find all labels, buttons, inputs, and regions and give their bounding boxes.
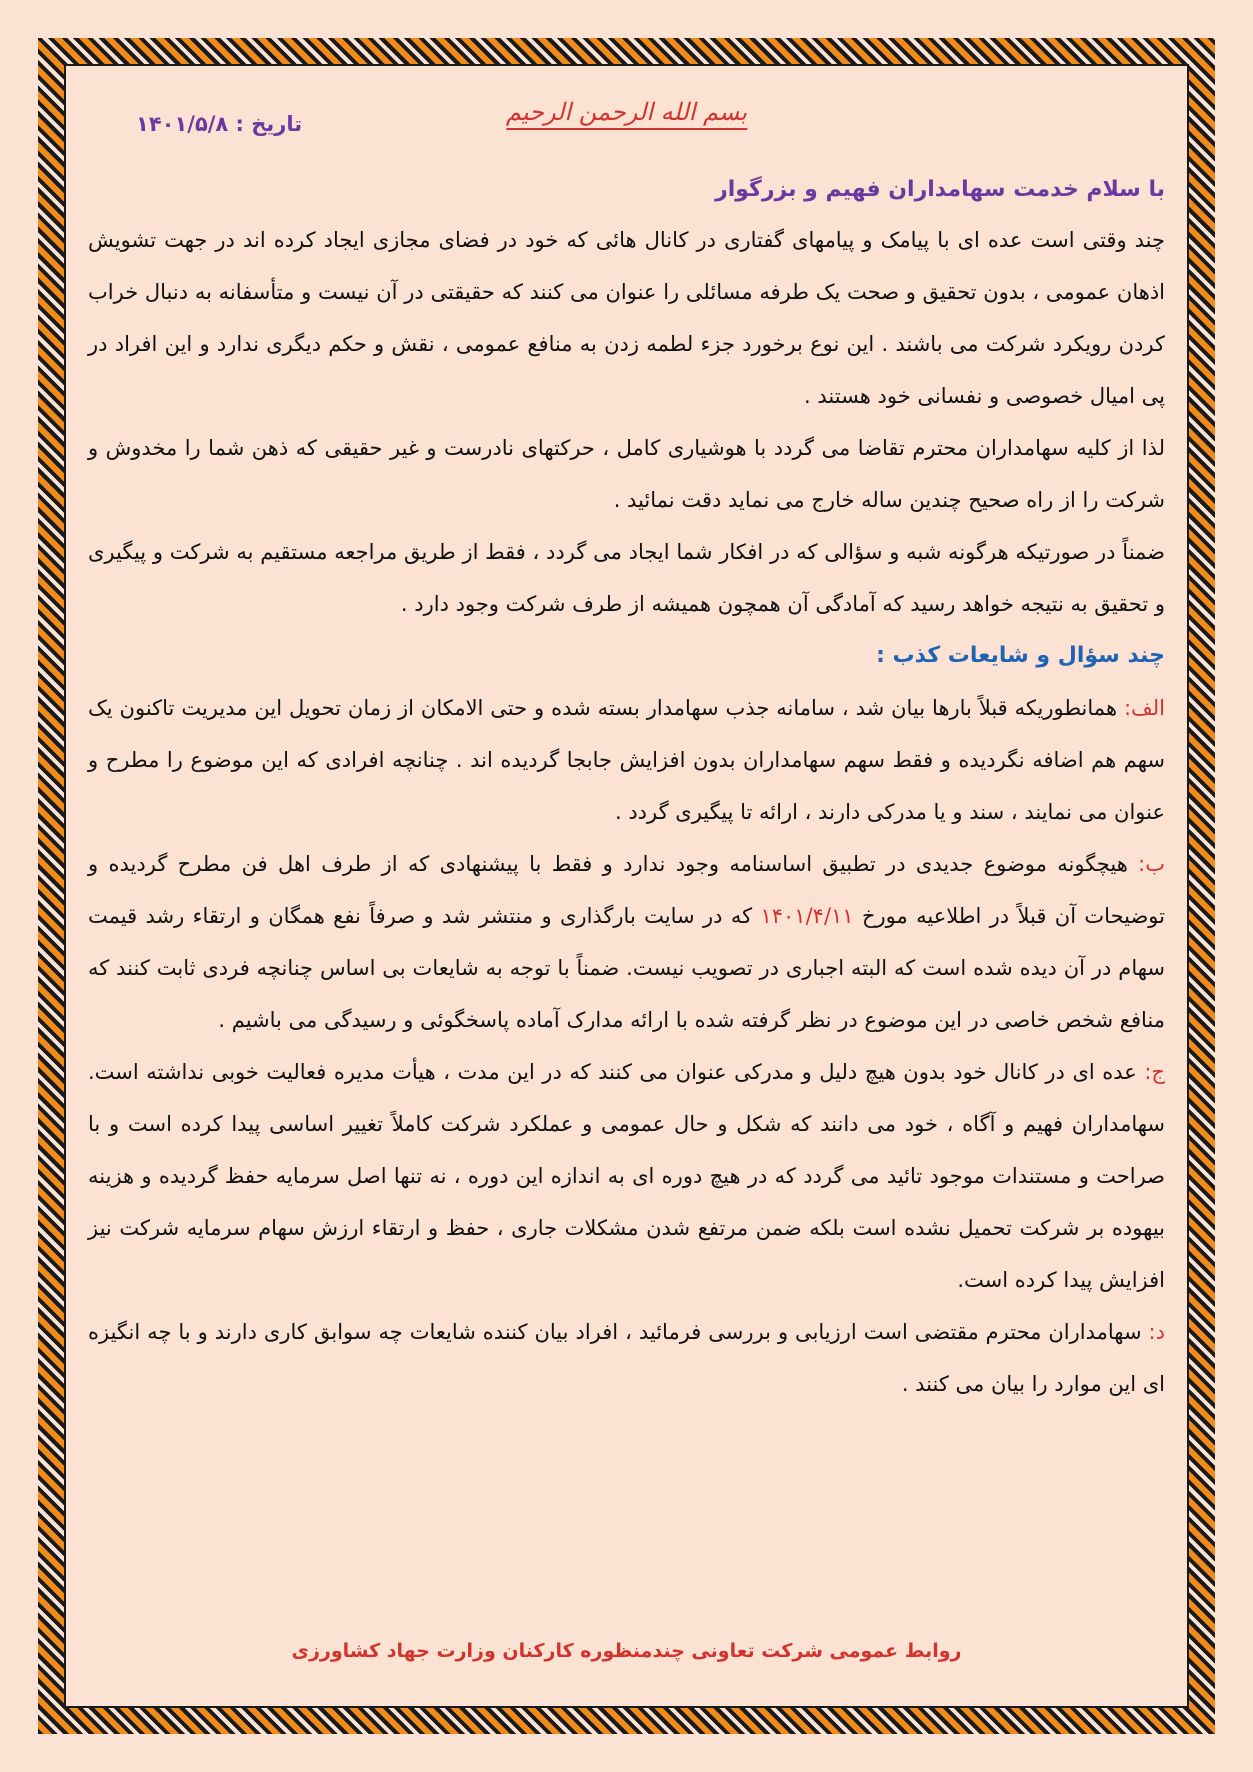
item-b-label: ب:	[1138, 852, 1165, 876]
footer-signature: روابط عمومی شرکت تعاونی چندمنظوره کارکنان وزارت جهاد کشاورزی	[291, 1640, 962, 1662]
basmala-calligraphy: بسم الله الرحمن الرحیم	[506, 98, 747, 130]
intro-paragraph-2: لذا از کلیه سهامداران محترم تقاضا می گردد با هوشیاری کامل ، حرکتهای نادرست و غیر حقیقی که ذهن شما را مخدوش و شرکت را از راه صحیح چندین ساله خارج می نماید دقت نمائید .	[88, 436, 1165, 512]
section-title: چند سؤال و شایعات کذب :	[876, 643, 1165, 668]
intro-paragraph-3: ضمناً در صورتیکه هرگونه شبه و سؤالی که در افکار شما ایجاد می گردد ، فقط از طریق مراجعه مستقیم به شرکت و پیگیری و تحقیق به نتیجه خواهد رسید که آمادگی آن همچون همیشه از طرف شرکت وجود دارد .	[88, 540, 1165, 616]
item-a-label: الف:	[1123, 696, 1165, 720]
item-d-text: سهامداران محترم مقتضی است ارزیابی و بررسی فرمائید ، افراد بیان کننده شایعات چه سوابق کاری دارند و با چه انگیزه ای این موارد را بیان می کنند .	[88, 1320, 1165, 1396]
item-c	[88, 1046, 1165, 1306]
item-d-label: د:	[1148, 1320, 1165, 1344]
item-a	[88, 682, 1165, 838]
item-a-text: همانطوریکه قبلاً بارها بیان شد ، سامانه جذب سهامدار بسته شده و حتی الامکان از زمان تحویل این مدیریت تاکنون یک سهم هم اضافه نگردیده و فقط سهم سهامداران بدون افزایش جابجا گردیده اند . چنانچه افرادی که این موضوع را مطرح و عنوان می نمایند ، سند و یا مدرکی دارند ، ارائه تا پیگیری گردد .	[88, 696, 1165, 824]
item-b-text-before: هیچگونه موضوع جدیدی در تطبیق اساسنامه وجود ندارد و فقط با پیشنهادی که از طرف اهل فن مطرح گردیده و توضیحات آن قبلاً در اطلاعیه مورخ	[88, 852, 1165, 928]
item-c-text: عده ای در کانال خود بدون هیچ دلیل و مدرکی عنوان می کنند که در این مدت ، هیأت مدیره فعالیت خوبی نداشته است. سهامداران فهیم و آگاه ، خود می دانند که شکل و حال عمومی و عملکرد شرکت کاملاً تغییر اساسی پیدا کرده است و با صراحت و مستندات موجود تائید می گردد که در هیچ دوره ای به اندازه این دوره ، نه تنها اصل سرمایه حفظ گردیده و هزینه بیهوده بر شرکت تحمیل نشده است بلکه ضمن مرتفع شدن مشکلات جاری ، حفظ و ارتقاء ارزش سهام سرمایه شرکت نیز افزایش پیدا کرده است.	[88, 1060, 1165, 1292]
item-c-label: ج:	[1144, 1060, 1165, 1084]
letter-content	[88, 90, 1165, 1690]
intro-paragraph-1: چند وقتی است عده ای با پیامک و پیامهای گفتاری در کانال هائی که خود در فضای مجازی ایجاد کرده اند در جهت تشویش اذهان عمومی ، بدون تحقیق و صحت یک طرفه مسائلی را عنوان می کنند که حقیقتی در آن نیست و متأسفانه به دنبال خراب کردن رویکرد شرکت می باشند . این نوع برخورد جزء لطمه زدن به منافع عمومی ، نقش و حکم دیگری ندارد و این افراد در پی امیال خصوصی و نفسانی خود هستند .	[88, 228, 1165, 408]
letter-header	[88, 90, 1165, 160]
item-b-text-after: که در سایت بارگذاری و منتشر شد و صرفاً نفع همگان و ارتقاء رشد قیمت سهام در آن دیده شده است که البته اجباری در تصویب نیست. ضمناً با توجه به شایعات بی اساس چنانچه فردی ثابت کنند که منافع شخص خاصی در این موضوع در نظر گرفته شده با ارائه مدارک آماده پاسخگوئی و رسیدگی می باشیم .	[88, 904, 1165, 1032]
item-d	[88, 1306, 1165, 1410]
item-b-date: ۱۴۰۱/۴/۱۱	[760, 904, 854, 928]
greeting-heading: با سلام خدمت سهامداران فهیم و بزرگوار	[715, 177, 1165, 202]
item-b	[88, 838, 1165, 1046]
letter-date: تاریخ : ۱۴۰۱/۵/۸	[136, 112, 303, 136]
